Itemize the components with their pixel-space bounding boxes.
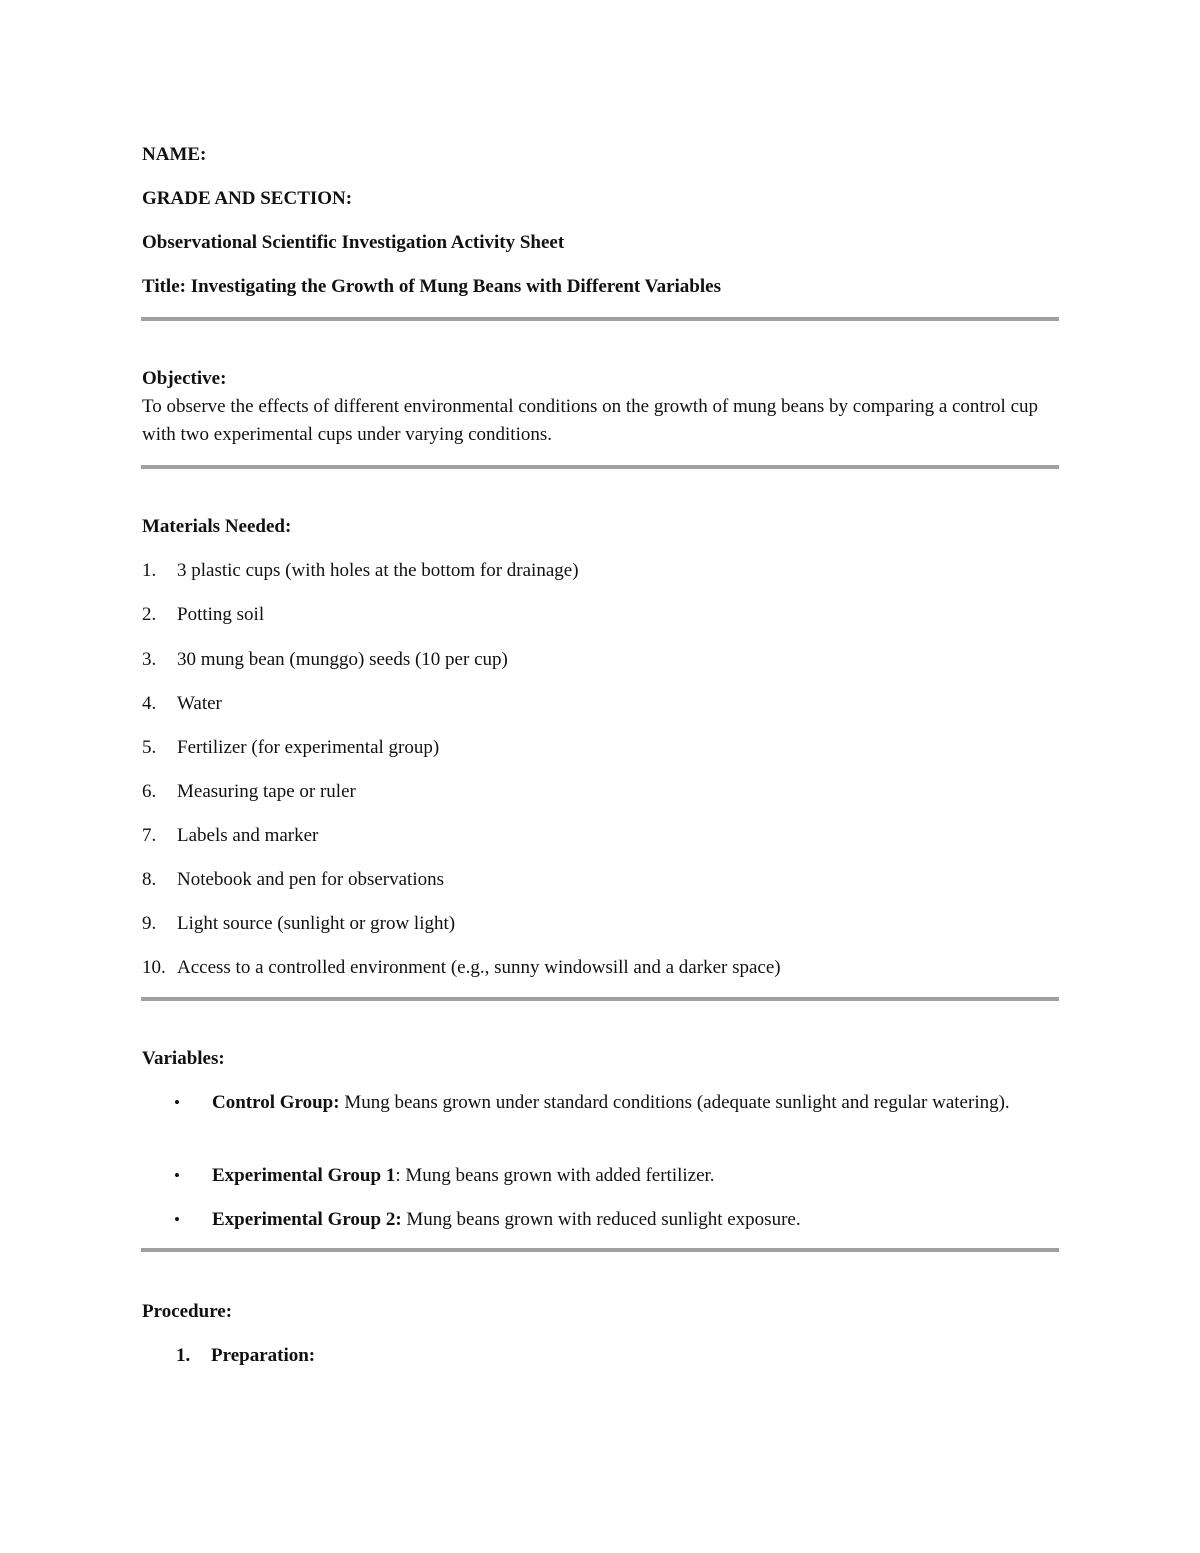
list-number: 1. [176,1345,191,1366]
variable-text: : Mung beans grown with added fertilizer. [395,1165,715,1186]
list-item [142,825,318,847]
list-item-text: Notebook and pen for observations [177,869,444,890]
list-item-text: Preparation: [211,1345,316,1366]
list-item [172,1162,1032,1190]
section-divider [141,1248,1059,1252]
section-divider [141,317,1059,321]
grade-section-label: GRADE AND SECTION: [142,188,353,209]
list-item-text: Light source (sunlight or grow light) [177,913,456,934]
variable-label: Control Group: [212,1092,340,1113]
list-number: 2. [142,604,157,625]
name-label: NAME: [142,144,207,165]
list-item-text: 3 plastic cups (with holes at the bottom for drainage) [177,560,579,581]
list-item-text: Potting soil [177,604,265,625]
list-number: 3. [142,649,157,670]
list-number: 1. [142,560,157,581]
list-item [142,649,508,671]
list-number: 5. [142,737,157,758]
list-item [142,560,579,582]
list-number: 8. [142,869,157,890]
list-item [142,781,356,803]
list-item-text: Labels and marker [177,825,319,846]
bullet-icon: • [174,1093,180,1112]
list-item [142,604,264,626]
list-item [176,1345,315,1367]
variable-label: Experimental Group 1 [212,1165,396,1186]
list-number: 10. [142,957,166,978]
list-number: 9. [142,913,157,934]
list-item-text: Water [177,693,222,714]
list-number: 7. [142,825,157,846]
section-divider [141,465,1059,469]
objective-heading: Objective: [142,368,227,389]
list-item-text: Access to a controlled environment (e.g., sunny windowsill and a darker space) [177,957,781,978]
sheet-title: Observational Scientific Investigation Activity Sheet [142,232,565,253]
list-item [142,869,444,891]
variable-label: Experimental Group 2: [212,1209,402,1230]
activity-title: Title: Investigating the Growth of Mung Beans with Different Variables [142,276,721,297]
variables-heading: Variables: [142,1048,225,1069]
list-item [142,913,455,935]
objective-text: To observe the effects of different environmental conditions on the growth of mung beans by comparing a control cup with two experimental cups under varying conditions. [142,396,1038,445]
bullet-icon: • [174,1210,180,1229]
list-item-text: Fertilizer (for experimental group) [177,737,440,758]
list-item [142,737,439,759]
list-item-text: Measuring tape or ruler [177,781,356,802]
list-item [142,957,781,979]
procedure-heading: Procedure: [142,1301,233,1322]
list-item-text: 30 mung bean (munggo) seeds (10 per cup) [177,649,508,670]
section-divider [141,997,1059,1001]
list-number: 6. [142,781,157,802]
list-item [172,1089,1032,1117]
list-number: 4. [142,693,157,714]
list-item [172,1206,1032,1234]
list-item [142,693,222,715]
materials-heading: Materials Needed: [142,516,292,537]
variable-text: Mung beans grown under standard conditions (adequate sunlight and regular watering). [339,1092,1010,1113]
bullet-icon: • [174,1166,180,1185]
variable-text: Mung beans grown with reduced sunlight exposure. [401,1209,801,1230]
